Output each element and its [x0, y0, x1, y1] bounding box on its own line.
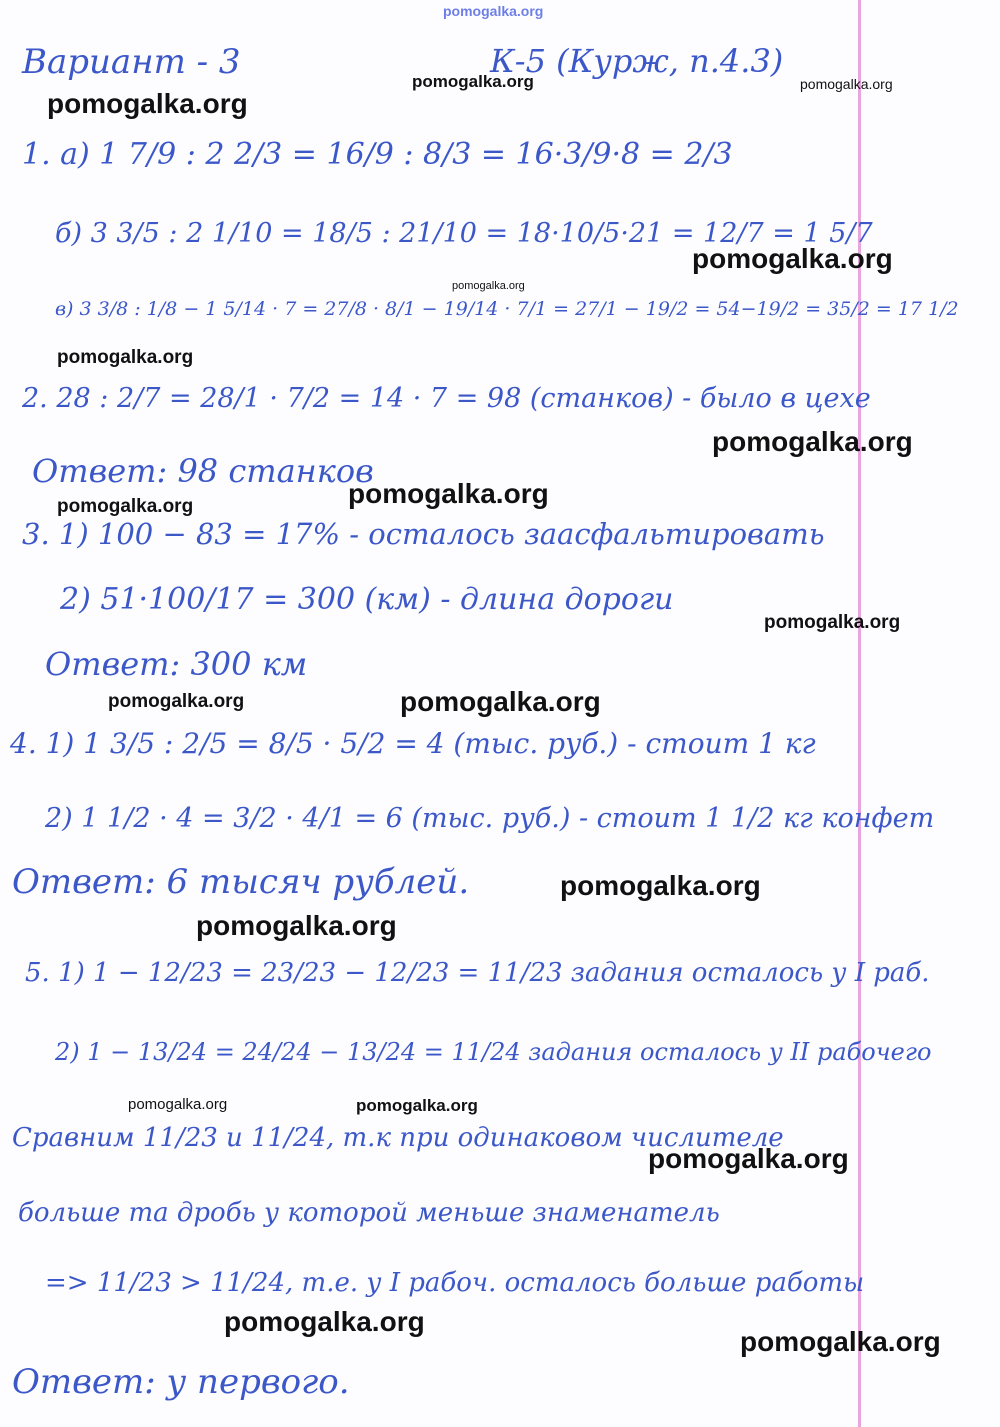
- variant-heading: Вариант - 3: [22, 42, 241, 82]
- watermark: pomogalka.org: [712, 426, 913, 457]
- watermark: pomogalka.org: [128, 1096, 228, 1113]
- problem-5-step1: 5. 1) 1 − 12/23 = 23/23 − 12/23 = 11/23 задания осталось у I раб.: [25, 958, 930, 988]
- problem-5-answer: Ответ: у первого.: [12, 1362, 350, 1402]
- watermark: pomogalka.org: [443, 3, 544, 19]
- problem-3-answer: Ответ: 300 км: [45, 645, 308, 683]
- watermark: pomogalka.org: [800, 76, 893, 92]
- problem-1b: б) 3 3/5 : 2 1/10 = 18/5 : 21/10 = 18·10/5·21 = 12/7 = 1 5/7: [55, 218, 873, 249]
- watermark: pomogalka.org: [692, 243, 893, 274]
- problem-4-step2: 2) 1 1/2 · 4 = 3/2 · 4/1 = 6 (тыс. руб.) - стоит 1 1/2 кг конфет: [45, 803, 935, 834]
- watermark: pomogalka.org: [57, 347, 194, 368]
- problem-2-answer: Ответ: 98 станков: [32, 452, 374, 490]
- problem-4-step1: 4. 1) 1 3/5 : 2/5 = 8/5 · 5/2 = 4 (тыс. руб.) - стоит 1 кг: [10, 727, 816, 760]
- problem-3-step1: 3. 1) 100 − 83 = 17% - осталось заасфальтировать: [22, 517, 825, 551]
- problem-3-step2: 2) 51·100/17 = 300 (км) - длина дороги: [60, 582, 674, 617]
- watermark: pomogalka.org: [400, 686, 601, 717]
- notebook-margin-line: [858, 0, 861, 1427]
- watermark: pomogalka.org: [196, 910, 397, 941]
- problem-4-answer: Ответ: 6 тысяч рублей.: [12, 862, 470, 902]
- problem-2: 2. 28 : 2/7 = 28/1 · 7/2 = 14 · 7 = 98 (станков) - было в цехе: [22, 383, 871, 414]
- watermark: pomogalka.org: [57, 496, 194, 517]
- watermark: pomogalka.org: [412, 72, 534, 91]
- watermark: pomogalka.org: [47, 88, 248, 119]
- problem-1c: в) 3 3/8 : 1/8 − 1 5/14 · 7 = 27/8 · 8/1 − 19/14 · 7/1 = 27/1 − 19/2 = 54−19/2 = 35/2 = 17 1/2: [55, 298, 959, 320]
- problem-5-step2: 2) 1 − 13/24 = 24/24 − 13/24 = 11/24 задания осталось у II рабочего: [55, 1038, 932, 1066]
- watermark: pomogalka.org: [560, 870, 761, 901]
- watermark: pomogalka.org: [764, 612, 901, 633]
- work-heading: К-5 (Курж, п.4.3): [490, 42, 784, 80]
- problem-5-compare-line2: больше та дробь у которой меньше знаменатель: [18, 1198, 720, 1228]
- watermark: pomogalka.org: [108, 691, 245, 712]
- problem-5-compare-line3: => 11/23 > 11/24, т.е. у I рабоч. осталось больше работы: [45, 1268, 865, 1298]
- watermark: pomogalka.org: [452, 280, 525, 292]
- problem-1a: 1. а) 1 7/9 : 2 2/3 = 16/9 : 8/3 = 16·3/9·8 = 2/3: [22, 137, 733, 172]
- watermark: pomogalka.org: [348, 478, 549, 509]
- watermark: pomogalka.org: [740, 1326, 941, 1357]
- watermark: pomogalka.org: [356, 1096, 478, 1115]
- watermark: pomogalka.org: [648, 1143, 849, 1174]
- problem-5-compare-line1: Сравним 11/23 и 11/24, т.к при одинаковом числителе: [12, 1123, 784, 1153]
- watermark: pomogalka.org: [224, 1306, 425, 1337]
